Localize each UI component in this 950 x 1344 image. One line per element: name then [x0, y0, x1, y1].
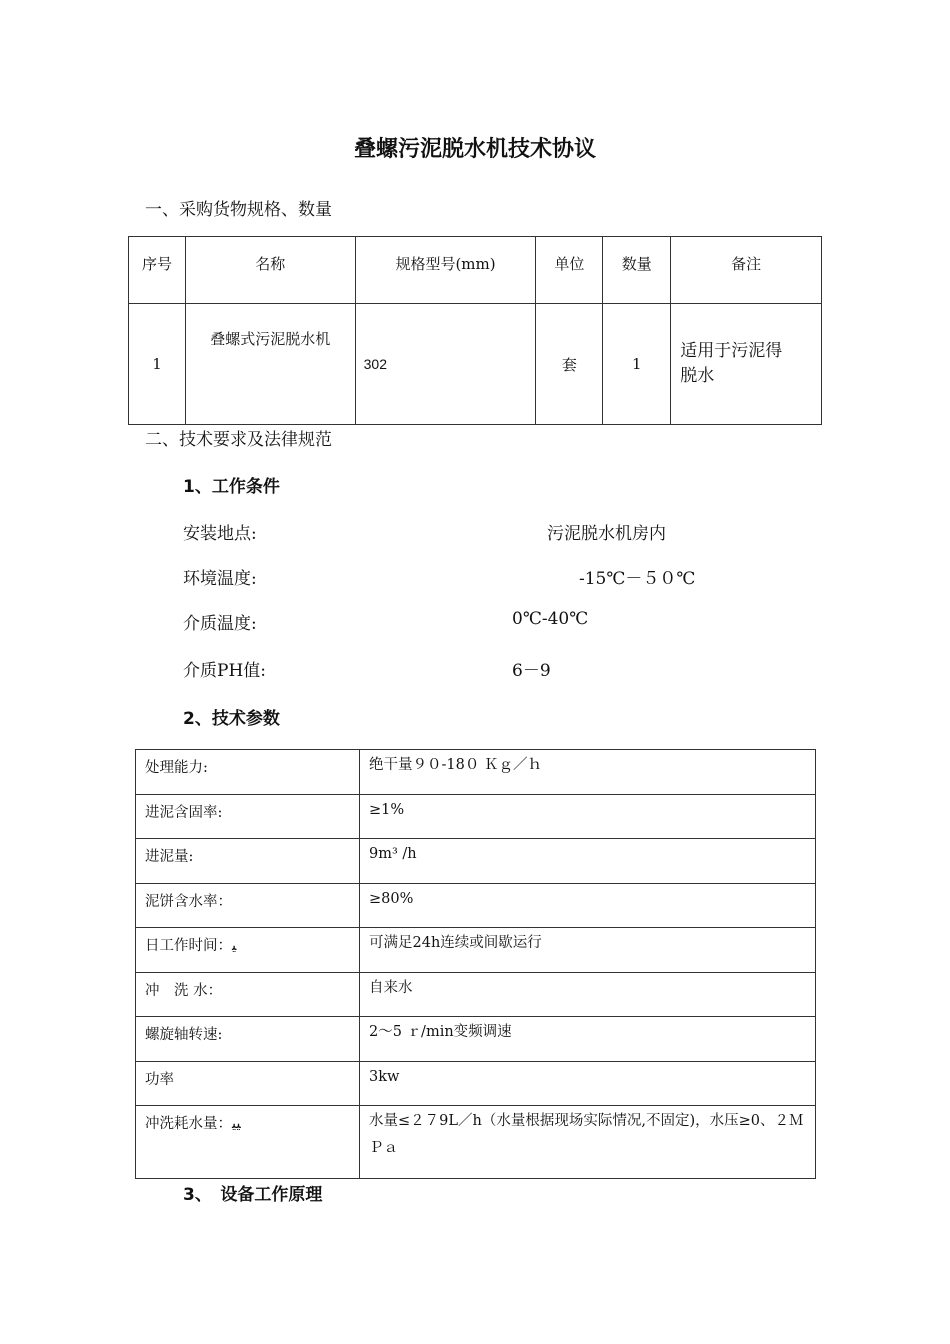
param-label: 处理能力:: [136, 750, 360, 795]
param-label: 进泥含固率:: [136, 794, 360, 839]
condition-label: 环境温度:: [183, 569, 257, 589]
param-label: 冲 洗 水：: [136, 972, 360, 1017]
header-no: 序号: [129, 237, 186, 304]
section-tech-heading: 二、技术要求及法律规范: [145, 430, 332, 450]
param-label: 螺旋轴转速:: [136, 1017, 360, 1062]
subsection-tech-params: 2、技术参数: [183, 709, 280, 729]
header-name: 名称: [185, 237, 355, 304]
param-value: 水量≤２７9L／h（水量根据现场实际情况,不固定)，水压≥0、２ＭＰａ: [360, 1106, 816, 1179]
condition-label: 介质温度:: [183, 614, 257, 634]
table-row: [129, 304, 822, 425]
table-row: [136, 839, 816, 884]
condition-value: 0℃-40℃: [512, 609, 589, 629]
table-row: [136, 1017, 816, 1062]
param-value: 2～5 ｒ/min变频调速: [360, 1017, 816, 1062]
table-row: [136, 1061, 816, 1106]
cell-spec: 302: [355, 304, 536, 425]
section-procurement-heading: 一、采购货物规格、数量: [145, 200, 332, 220]
param-label: 日工作时间：ﯿ: [136, 928, 360, 973]
cell-no: 1: [129, 304, 186, 425]
tech-params-table: [135, 749, 816, 1179]
table-header-row: [129, 237, 822, 304]
param-value: 自来水: [360, 972, 816, 1017]
param-value: 可满足24h连续或间歇运行: [360, 928, 816, 973]
cell-note: [671, 304, 822, 425]
subsection-working-conditions: 1、工作条件: [183, 477, 280, 497]
cell-unit: 套: [536, 304, 603, 425]
table-row: [136, 972, 816, 1017]
param-value: 绝干量９０-18０ Ｋｇ／ｈ: [360, 750, 816, 795]
param-label: 进泥量:: [136, 839, 360, 884]
condition-value: 6－9: [512, 661, 551, 681]
cell-note-line2: 脱水: [680, 366, 715, 386]
header-spec: 规格型号(mm): [355, 237, 536, 304]
cell-note-line1: 适用于污泥得: [680, 341, 783, 361]
table-row: [136, 794, 816, 839]
table-row: [136, 928, 816, 973]
cell-qty: 1: [603, 304, 671, 425]
table-row: [136, 750, 816, 795]
table-row: [136, 1106, 816, 1179]
param-label: 功率: [136, 1061, 360, 1106]
condition-value: 污泥脱水机房内: [547, 524, 666, 544]
param-label: 泥饼含水率：: [136, 883, 360, 928]
condition-label: 安装地点:: [183, 524, 257, 544]
condition-value: -15℃－５０℃: [579, 569, 696, 589]
table-row: [136, 883, 816, 928]
header-unit: 单位: [536, 237, 603, 304]
header-note: 备注: [671, 237, 822, 304]
param-value: ≥1%: [360, 794, 816, 839]
param-value: 9m³ /h: [360, 839, 816, 884]
param-label: 冲洗耗水量：ﯿﯿ: [136, 1106, 360, 1179]
header-qty: 数量: [603, 237, 671, 304]
cell-name: 叠螺式污泥脱水机: [185, 304, 355, 425]
procurement-table: [128, 236, 822, 425]
param-value: 3kw: [360, 1061, 816, 1106]
param-value: ≥80%: [360, 883, 816, 928]
subsection-working-principle: 3、 设备工作原理: [183, 1185, 323, 1205]
document-title: 叠螺污泥脱水机技术协议: [353, 137, 596, 162]
condition-label: 介质PH值:: [183, 661, 266, 681]
